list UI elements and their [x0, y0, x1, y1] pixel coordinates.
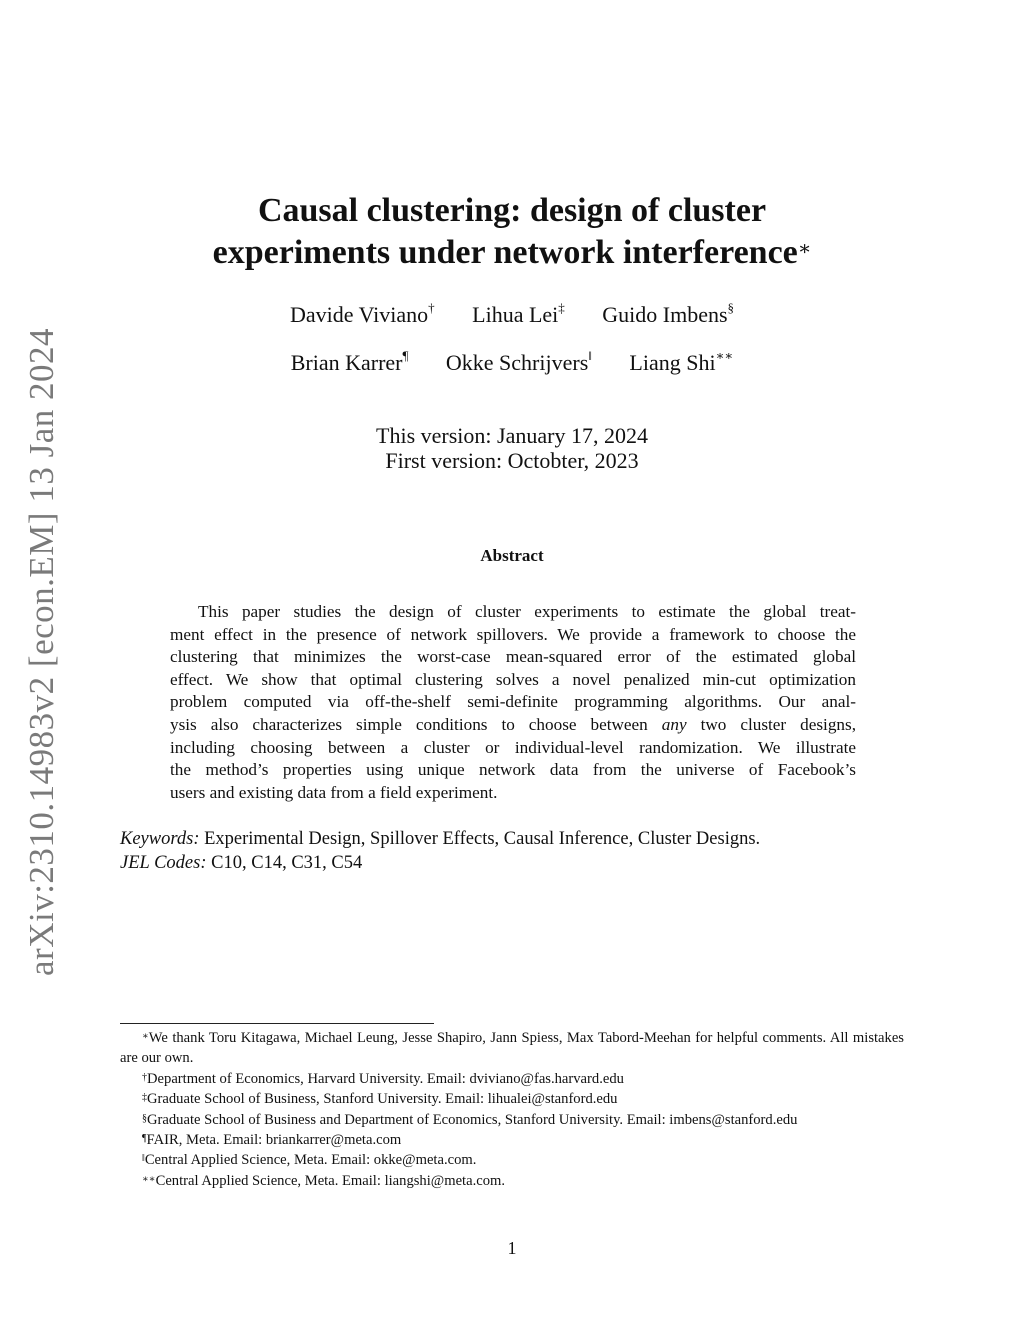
- abstract-line: clustering that minimizes the worst-case mean-squared error of the estimated global: [170, 647, 856, 667]
- footnote-mark: †: [142, 1071, 147, 1083]
- abstract-line: users and existing data from a field experiment.: [170, 782, 498, 802]
- author-name: Brian Karrer: [290, 350, 403, 375]
- footnote-rule: [120, 1023, 434, 1024]
- footnote: [120, 1171, 904, 1191]
- author: [291, 350, 409, 376]
- author: [602, 302, 734, 328]
- keywords-block: [120, 827, 760, 875]
- abstract-line: problem computed via off-the-shelf semi-definite programming algorithms. Our anal-: [170, 692, 856, 712]
- author: [446, 350, 592, 376]
- abstract-text: ysis also characterizes simple conditions to choose between: [170, 714, 648, 734]
- author: [290, 302, 435, 328]
- footnote: [120, 1150, 904, 1170]
- page-number: 1: [507, 1238, 517, 1258]
- paper-title: [120, 190, 904, 274]
- keywords-label: Keywords:: [120, 829, 200, 849]
- title-line-2: experiments under network interference: [212, 234, 798, 271]
- abstract-line: effect. We show that optimal clustering solves a novel penalized min-cut optimization: [170, 669, 856, 689]
- authors-row-1: [120, 302, 904, 328]
- author-name: Lihua Lei: [472, 302, 559, 327]
- footnote-text: Central Applied Science, Meta. Email: okke@meta.com.: [144, 1152, 477, 1169]
- abstract-line: This paper studies the design of cluster experiments to estimate the global treat-: [198, 602, 856, 621]
- abstract-line-with-emphasis: [170, 714, 856, 737]
- footnote-mark: ‖: [142, 1153, 145, 1165]
- arxiv-side-stamp: arXiv:2310.14983v2 [econ.EM] 13 Jan 2024: [22, 328, 61, 976]
- author: [629, 350, 733, 376]
- abstract-line: ment effect in the presence of network spillovers. We provide a framework to choose the: [170, 624, 856, 644]
- author-footnote-mark: ∗∗: [715, 348, 734, 363]
- footnote: [120, 1110, 904, 1130]
- this-version: This version: January 17, 2024: [376, 423, 648, 448]
- title-footnote-mark: ∗: [797, 238, 812, 260]
- footnote-text: Central Applied Science, Meta. Email: liangshi@meta.com.: [155, 1172, 506, 1189]
- author-footnote-mark: §: [727, 300, 735, 315]
- author: [472, 302, 565, 328]
- authors-row-2: [120, 350, 904, 376]
- abstract-body: [170, 601, 856, 804]
- version-dates: [120, 423, 904, 473]
- abstract-text: two cluster designs,: [700, 714, 856, 734]
- footnote-mark: §: [142, 1112, 147, 1124]
- jel-line: [120, 851, 760, 875]
- author-footnote-mark: ‡: [558, 300, 565, 315]
- footnote-text: Department of Economics, Harvard University. Email: dviviano@fas.harvard.edu: [147, 1070, 624, 1087]
- author-name: Davide Viviano: [289, 302, 429, 327]
- jel-text: C10, C14, C31, C54: [211, 853, 363, 873]
- footnote-text: FAIR, Meta. Email: briankarrer@meta.com: [146, 1132, 402, 1149]
- footnote: [120, 1130, 904, 1150]
- author-footnote-mark: ‖: [588, 348, 592, 363]
- footnote: [120, 1028, 904, 1069]
- footnote-text: We thank Toru Kitagawa, Michael Leung, Jesse Shapiro, Jann Spiess, Max Tabord-Meehan for helpful comments. All mistakes are our own.: [120, 1030, 904, 1067]
- footnote-mark: ¶: [142, 1133, 147, 1145]
- first-version: First version: Octobter, 2023: [385, 448, 639, 473]
- keywords-text: Experimental Design, Spillover Effects, Causal Inference, Cluster Designs.: [204, 829, 761, 849]
- footnote-text: Graduate School of Business, Stanford University. Email: lihualei@stanford.edu: [147, 1091, 618, 1108]
- keywords-line: [120, 827, 760, 851]
- author-name: Okke Schrijvers: [445, 350, 589, 375]
- footnote-text: Graduate School of Business and Department of Economics, Stanford University. Email: imbens@stanford.edu: [147, 1111, 798, 1128]
- footnote-mark: ‡: [142, 1092, 147, 1104]
- abstract-heading: Abstract: [480, 546, 544, 565]
- jel-label: JEL Codes:: [120, 853, 207, 873]
- author-name: Guido Imbens: [602, 302, 728, 327]
- abstract-emphasis: any: [661, 714, 687, 734]
- footnote-mark: ∗: [142, 1031, 149, 1042]
- footnotes: [120, 1028, 904, 1191]
- abstract-line: the method’s properties using unique network data from the universe of Facebook’s: [170, 760, 856, 780]
- footnote: [120, 1089, 904, 1109]
- abstract-line: including choosing between a cluster or individual-level randomization. We illustrate: [170, 737, 856, 757]
- footnote: [120, 1069, 904, 1089]
- title-line-1: Causal clustering: design of cluster: [257, 192, 767, 229]
- author-footnote-mark: †: [428, 300, 435, 315]
- footnote-mark: ∗∗: [142, 1173, 156, 1185]
- author-name: Liang Shi: [629, 350, 716, 375]
- author-footnote-mark: ¶: [402, 348, 409, 363]
